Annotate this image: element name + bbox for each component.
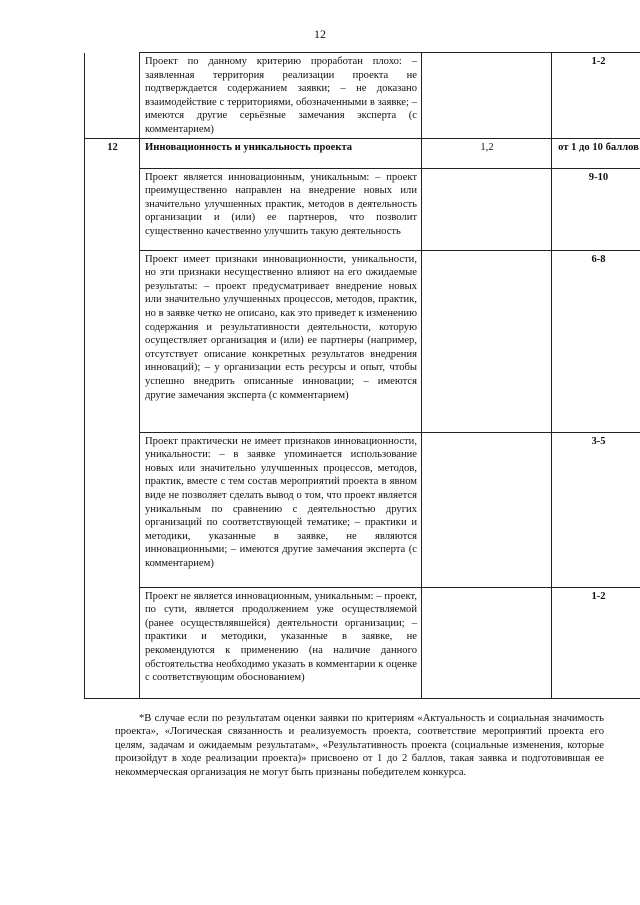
criterion-description: Проект по данному критерию проработан плохо: – заявленная территория реализации проекта не подтверждается содержанием заявки; – не доказано взаимодействие с территориями, обозначенными в заявке; – имеются другие серьёзные замечания эксперта (с комментарием) [140, 53, 422, 139]
table-row [85, 138, 640, 168]
criterion-number-cell [85, 432, 140, 587]
score-range: 6-8 [552, 250, 640, 432]
criterion-title: Инновационность и уникальность проекта [140, 138, 422, 168]
criteria-table [84, 52, 640, 699]
criterion-weight-cell [422, 587, 552, 698]
table-row [85, 432, 640, 587]
criterion-weight: 1,2 [422, 138, 552, 168]
table-row [85, 587, 640, 698]
score-range: 9-10 [552, 168, 640, 250]
score-range: 3-5 [552, 432, 640, 587]
score-range: 1-2 [552, 587, 640, 698]
criterion-number-cell [85, 587, 140, 698]
criterion-weight-cell [422, 168, 552, 250]
score-range: 1-2 [552, 53, 640, 139]
criterion-number-cell [85, 168, 140, 250]
criterion-number-cell [85, 250, 140, 432]
footnote: *В случае если по результатам оценки заявки по критериям «Актуальность и социальная значимость проекта», «Логическая связанность и реализуемость проекта, соответствие мероприятий проекта его целям, задачам и ожидаемым результатам», «Результативность проекта (социальные изменения, которые произойдут в ходе реализации проекта)» присвоено от 1 до 2 баллов, такая заявка и подготовившая ее некоммерческая организация не могут быть признаны победителем конкурса. [115, 713, 604, 778]
criterion-weight-cell [422, 250, 552, 432]
table-row [85, 53, 640, 139]
criterion-number: 12 [85, 138, 140, 168]
criterion-description: Проект является инновационным, уникальным: – проект преимущественно направлен на внедрение новых или значительно улучшенных практик, методов в деятельность организации и (или) ее партнеров, что позволит существенно качественно улучшить такую деятельность [140, 168, 422, 250]
table-row [85, 250, 640, 432]
criterion-description: Проект не является инновационным, уникальным: – проект, по сути, является продолжением уже осуществляемой (ранее осуществлявшейся) деятельности организации; – практики и методики, указанные в заявке, не рекомендуются к применению (на наличие данного обстоятельства необходимо указать в комментарии к оценке с соответствующим обоснованием) [140, 587, 422, 698]
criterion-description: Проект имеет признаки инновационности, уникальности, но эти признаки несущественно влияют на его ожидаемые результаты: – проект предусматривает внедрение новых или значительно улучшенных процессов, методов, практик, но в заявке четко не описано, как это приведет к изменению содержания и результативности деятельности, которую осуществляет организация и (или) ее партнеры (например, отсутствует описание конкретных результатов внедрения инноваций); – у организации есть ресурсы и опыт, чтобы успешно внедрить описанные инновации; – имеются другие замечания эксперта (с комментарием) [140, 250, 422, 432]
criterion-number-cell [85, 53, 140, 139]
table-row [85, 168, 640, 250]
page-number: 12 [314, 27, 326, 41]
criterion-weight-cell [422, 432, 552, 587]
criterion-weight-cell [422, 53, 552, 139]
criterion-description: Проект практически не имеет признаков инновационности, уникальности: – в заявке упоминается использование новых или значительно улучшенных процессов, методов, практик, вместе с тем состав мероприятий проекта в явном виде не позволяет сделать вывод о том, что проект является уникальным по сравнению с деятельностью других организаций по соответствующей тематике; – практики и методики, указанные в заявке, не являются инновационными; – имеются другие замечания эксперта (с комментарием) [140, 432, 422, 587]
score-range: от 1 до 10 баллов [552, 138, 640, 168]
